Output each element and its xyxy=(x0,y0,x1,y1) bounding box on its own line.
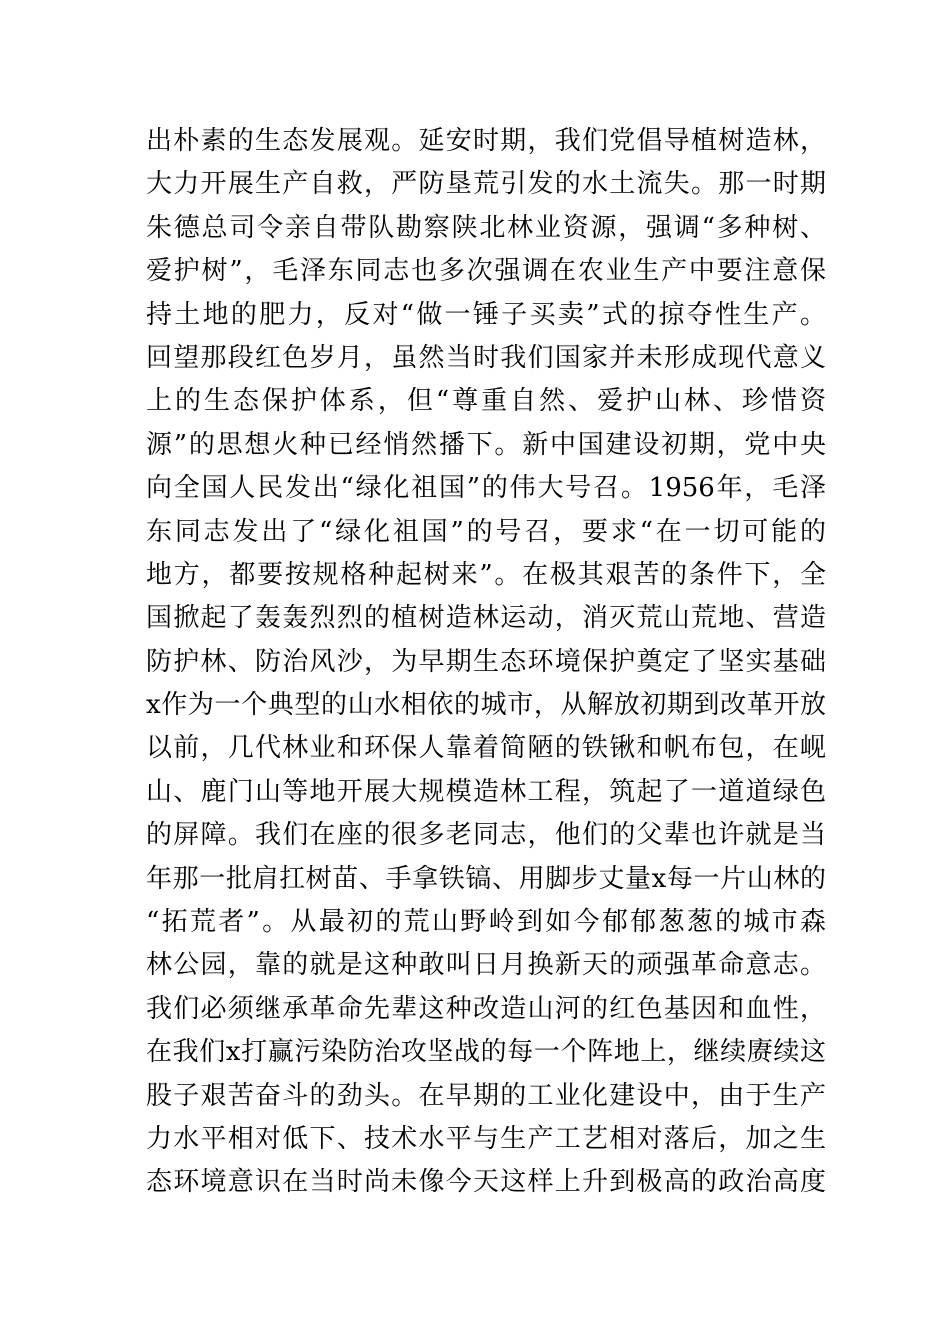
text-line: 的屏障。我们在座的很多老同志，他们的父辈也许就是当 xyxy=(146,820,826,851)
text-line: 大力开展生产自救，严防垦荒引发的水土流失。那一时期 xyxy=(146,169,826,200)
body-text xyxy=(146,120,826,1205)
text-line: 地方，都要按规格种起树来”。在极其艰苦的条件下，全 xyxy=(146,559,826,590)
text-line: x作为一个典型的山水相依的城市，从解放初期到改革开放 xyxy=(146,690,826,721)
text-line: 股子艰苦奋斗的劲头。在早期的工业化建设中，由于生产 xyxy=(146,1080,826,1111)
text-line: 国掀起了轰轰烈烈的植树造林运动，消灭荒山荒地、营造 xyxy=(146,603,826,634)
text-line: 山、鹿门山等地开展大规模造林工程，筑起了一道道绿色 xyxy=(146,776,826,807)
text-line: 以前，几代林业和环保人靠着简陋的铁锹和帆布包，在岘 xyxy=(146,733,826,764)
text-line: 上的生态保护体系，但“尊重自然、爱护山林、珍惜资 xyxy=(146,386,826,417)
text-line: 力水平相对低下、技术水平与生产工艺相对落后，加之生 xyxy=(146,1123,826,1154)
text-line: “拓荒者”。从最初的荒山野岭到如今郁郁葱葱的城市森 xyxy=(146,907,826,938)
text-line: 林公园，靠的就是这种敢叫日月换新天的顽强革命意志。 xyxy=(146,950,826,981)
text-line: 年那一批肩扛树苗、手拿铁镐、用脚步丈量x每一片山林的 xyxy=(146,863,826,894)
text-line: 爱护树”，毛泽东同志也多次强调在农业生产中要注意保 xyxy=(146,256,826,287)
text-line: 态环境意识在当时尚未像今天这样上升到极高的政治高度 xyxy=(146,1167,826,1198)
text-line: 朱德总司令亲自带队勘察陕北林业资源，强调“多种树、 xyxy=(146,212,826,243)
text-line: 源”的思想火种已经悄然播下。新中国建设初期，党中央 xyxy=(146,429,826,460)
text-line: 东同志发出了“绿化祖国”的号召，要求“在一切可能的 xyxy=(146,516,826,547)
text-line: 在我们x打赢污染防治攻坚战的每一个阵地上，继续赓续这 xyxy=(146,1037,826,1068)
text-line: 向全国人民发出“绿化祖国”的伟大号召。1956年，毛泽 xyxy=(146,473,826,504)
text-line: 出朴素的生态发展观。延安时期，我们党倡导植树造林， xyxy=(146,126,826,156)
text-line: 回望那段红色岁月，虽然当时我们国家并未形成现代意义 xyxy=(146,342,826,373)
text-line: 我们必须继承革命先辈这种改造山河的红色基因和血性， xyxy=(146,993,826,1024)
text-line: 防护林、防治风沙，为早期生态环境保护奠定了坚实基础 xyxy=(146,646,826,677)
text-line: 持土地的肥力，反对“做一锤子买卖”式的掠夺性生产。 xyxy=(146,299,826,330)
